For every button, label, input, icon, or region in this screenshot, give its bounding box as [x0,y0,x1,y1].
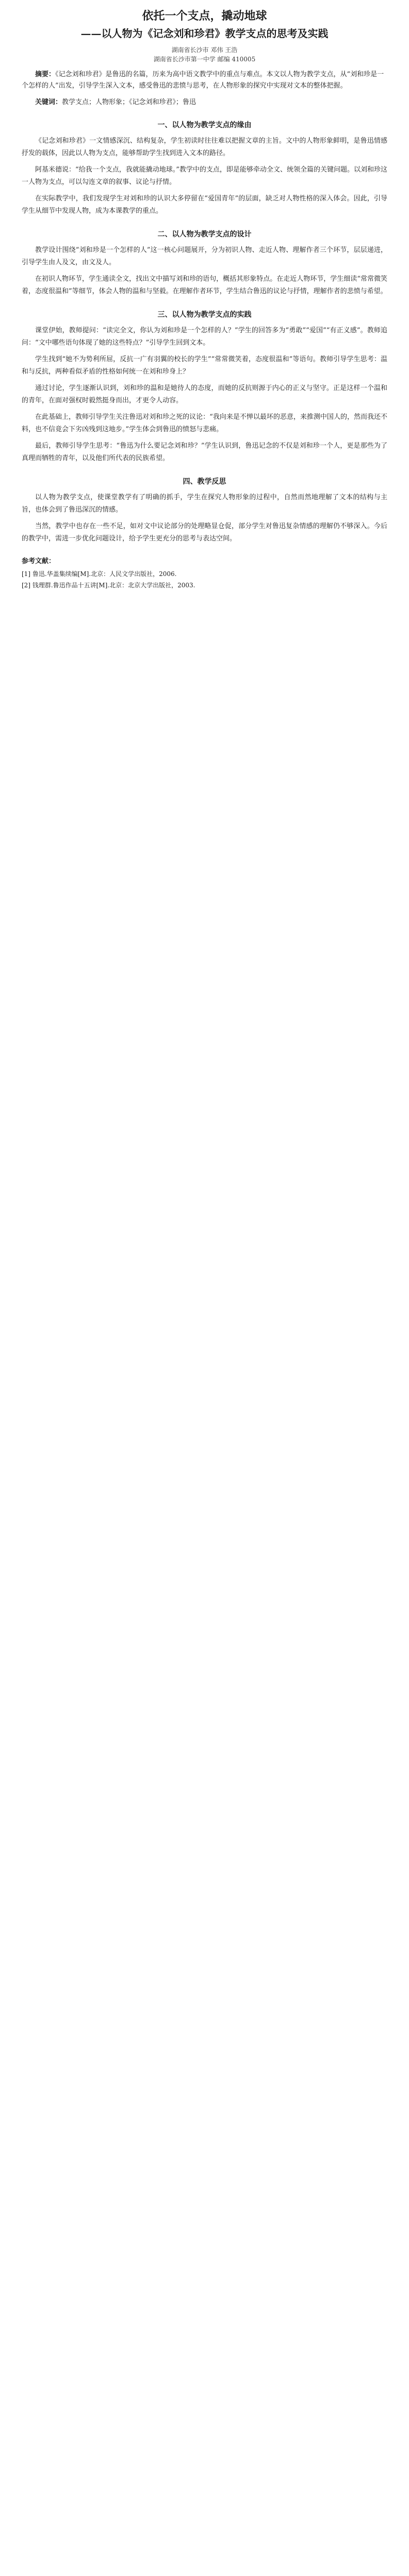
paragraph: 学生找到“她不为势利所屈，反抗一广有羽翼的校长的学生”“常常微笑着，态度很温和”等语句。教师引导学生思考：温和与反抗，两种看似矛盾的性格如何统一在刘和珍身上？ [22,355,387,376]
section-4 [22,476,387,545]
paragraph: 当然，教学中也存在一些不足，如对文中议论部分的处理略显仓促，部分学生对鲁迅复杂情感的理解仍不够深入。今后的教学中，需进一步优化问题设计，给予学生更充分的思考与表达空间。 [22,522,387,543]
paragraph: 在实际教学中，我们发现学生对刘和珍的认识大多停留在“爱国青年”的层面，缺乏对人物性格的深入体会。因此，引导学生从细节中发现人物，成为本课教学的重点。 [22,195,387,215]
paragraph: 《记念刘和珍君》一文情感深沉、结构复杂，学生初读时往往难以把握文章的主旨。文中的人物形象鲜明，是鲁迅情感抒发的载体，因此以人物为支点，能够帮助学生找到进入文本的路径。 [22,137,387,157]
section-heading: 四、教学反思 [183,478,226,486]
paragraph: 最后，教师引导学生思考：“鲁迅为什么要记念刘和珍？”学生认识到，鲁迅记念的不仅是刘和珍一个人，更是那些为了真理而牺牲的青年，以及他们所代表的民族希望。 [22,442,387,462]
references-heading: 参考文献： [22,557,56,565]
keywords-label: 关键词： [35,98,62,106]
keywords [22,97,387,108]
author-line: 湖南省长沙市 邓伟 王浩 [171,46,238,54]
article-title: 依托一个支点，撬动地球 [142,9,267,23]
paragraph: 阿基米德说：“给我一个支点，我就能撬动地球。”教学中的支点，即是能够牵动全文、统领全篇的关键问题。以刘和珍这一人物为支点，可以勾连文章的叙事、议论与抒情。 [22,166,387,186]
section-2 [22,229,387,298]
school-line: 湖南省长沙市第一中学 邮编 410005 [153,56,256,63]
section-1 [22,120,387,217]
abstract [22,69,387,92]
references [22,555,387,591]
section-heading: 二、以人物为教学支点的设计 [157,230,252,239]
abstract-text: 《记念刘和珍君》是鲁迅的名篇，历来为高中语文教学中的重点与难点。本文以人物为教学支点，从“刘和珍是一个怎样的人”出发，引导学生深入文本，感受鲁迅的悲愤与思考，在人物形象的探究中实现对文本的整体把握。 [22,71,384,90]
article-subtitle: ——以人物为《记念刘和珍君》教学支点的思考及实践 [80,27,329,40]
abstract-label: 摘要： [35,71,56,78]
paragraph: 通过讨论，学生逐渐认识到，刘和珍的温和是她待人的态度，而她的反抗则源于内心的正义与坚守。正是这样一个温和的青年，在面对强权时毅然挺身而出，才更令人动容。 [22,384,387,404]
paragraph: 以人物为教学支点，使课堂教学有了明确的抓手，学生在探究人物形象的过程中，自然而然地理解了文本的结构与主旨，也体会到了鲁迅深沉的情感。 [22,494,387,514]
reference-item: [2] 钱理群.鲁迅作品十五讲[M].北京：北京大学出版社，2003. [22,582,195,589]
paragraph: 教学设计围绕“刘和珍是一个怎样的人”这一核心问题展开，分为初识人物、走近人物、理解作者三个环节，层层递进，引导学生由人及文，由文及人。 [22,246,387,266]
section-heading: 一、以人物为教学支点的缘由 [157,121,252,129]
reference-item: [1] 鲁迅.华盖集续编[M].北京：人民文学出版社，2006. [22,570,177,578]
section-heading: 三、以人物为教学支点的实践 [157,311,252,319]
paragraph: 在初识人物环节，学生通读全文，找出文中描写刘和珍的语句，概括其形象特点。在走近人物环节，学生细读“常常微笑着，态度很温和”等细节，体会人物的温和与坚毅。在理解作者环节，学生结合鲁迅的议论与抒情，理解作者的悲愤与希望。 [22,275,387,295]
keywords-text: 教学支点；人物形象；《记念刘和珍君》；鲁迅 [62,98,197,106]
paragraph: 在此基础上，教师引导学生关注鲁迅对刘和珍之死的议论：“我向来是不惮以最坏的恶意，来推测中国人的，然而我还不料，也不信竟会下劣凶残到这地步。”学生体会到鲁迅的愤怒与悲痛。 [22,413,387,433]
section-3 [22,309,387,465]
paragraph: 课堂伊始，教师提问：“读完全文，你认为刘和珍是一个怎样的人？”学生的回答多为“勇敢”“爱国”“有正义感”。教师追问：“文中哪些语句体现了她的这些特点？”引导学生回到文本。 [22,327,387,347]
